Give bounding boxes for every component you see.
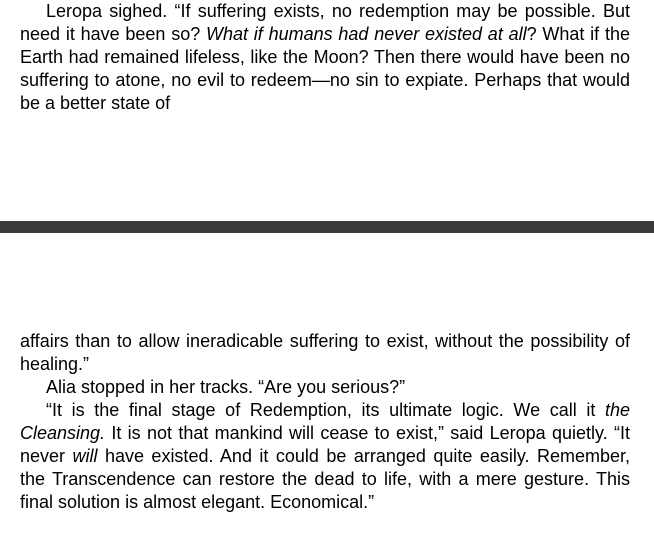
paragraph-final-stage xyxy=(20,399,630,514)
text-segment: have existed. And it could be arranged quite easily. Remember, the Transcendence can restore the dead to life, with a mere gesture. This final solution is almost elegant. Economical.” xyxy=(20,446,630,512)
text-segment: “It is the final stage of Redemption, its ultimate logic. We call it xyxy=(46,400,605,420)
italic-text-segment: the Cleansing. xyxy=(20,400,630,443)
italic-text-segment: will xyxy=(72,446,98,466)
bottom-page-text xyxy=(20,330,630,514)
paragraph-alia-stopped: Alia stopped in her tracks. “Are you serious?” xyxy=(46,377,406,397)
text-segment: ? What if the Earth had remained lifeless, like the Moon? Then there would have been no suffering to atone, no evil to redeem—no sin to expiate. Perhaps that would be a better state of xyxy=(20,24,630,113)
paragraph-continuation: affairs than to allow ineradicable suffering to exist, without the possibility of healing.” xyxy=(20,331,630,374)
text-segment: Leropa sighed. “If suffering exists, no redemption may be possible. But need it have been so? xyxy=(20,1,630,44)
paragraph-leropa-sighed xyxy=(20,0,630,115)
text-segment: It is not that mankind will cease to exist,” said Leropa quietly. “It never xyxy=(20,423,630,466)
page-break-divider xyxy=(0,221,654,233)
top-page-text xyxy=(20,0,630,115)
italic-text-segment: What if humans had never existed at all xyxy=(206,24,527,44)
